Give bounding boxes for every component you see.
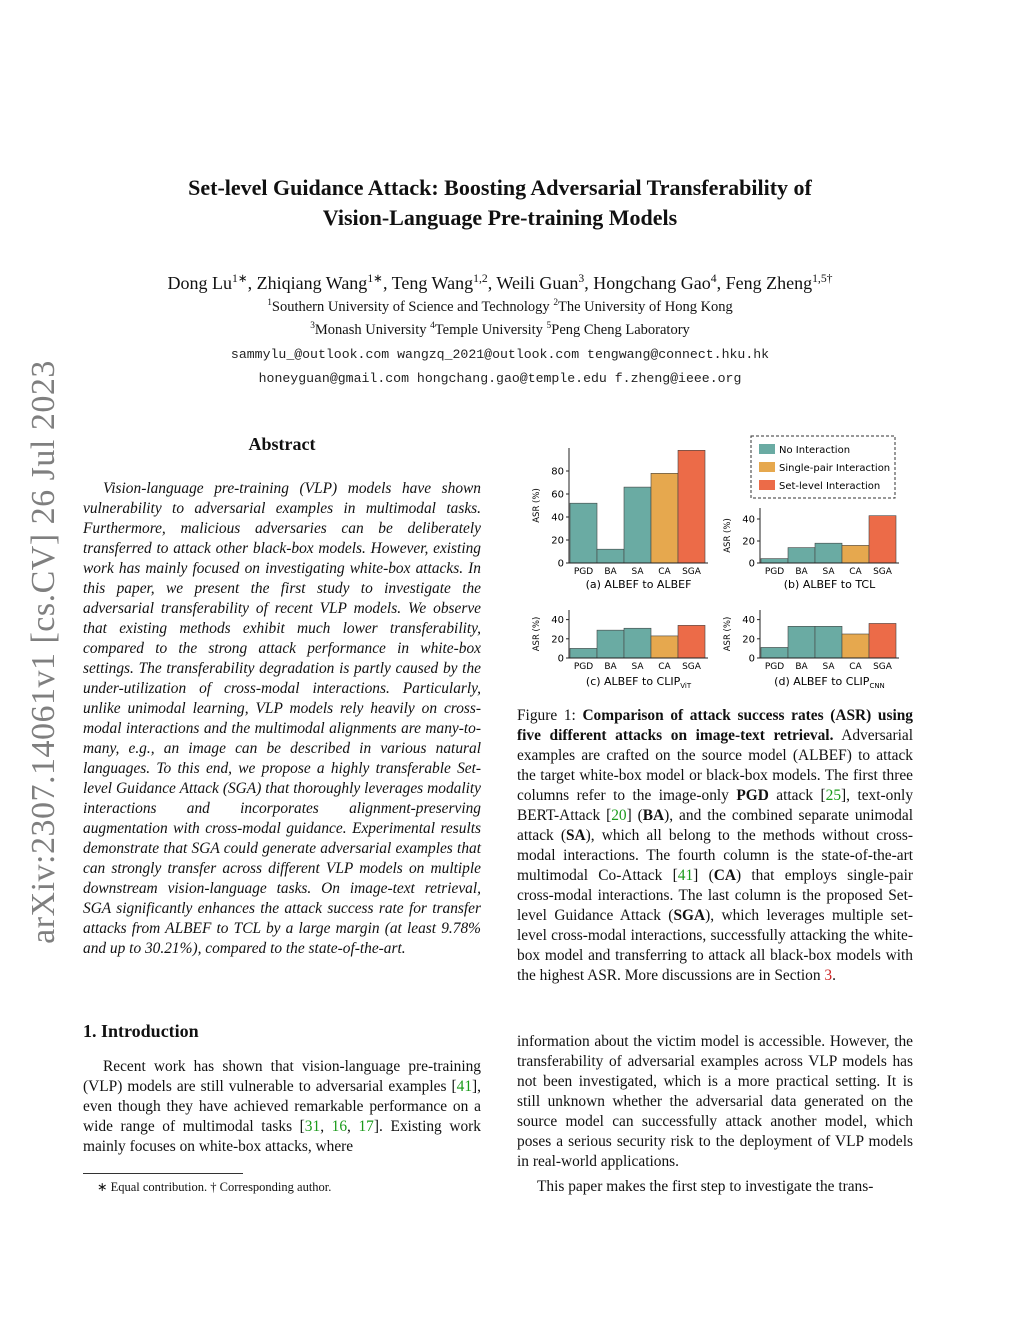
y-tick-label: 20 [742, 536, 755, 548]
citation-link[interactable]: 25 [825, 787, 842, 804]
affiliation: Southern University of Science and Technology [271, 298, 550, 315]
x-tick-label: PGD [764, 567, 785, 577]
citation-link[interactable]: 41 [456, 1078, 473, 1095]
author-mark: 4 [710, 272, 717, 285]
x-tick-label: BA [795, 567, 808, 577]
bar-sga [869, 516, 896, 563]
panel-title [774, 675, 885, 690]
author-mark: 1∗ [231, 272, 248, 285]
figure-caption: Figure 1: Comparison of attack success rates (ASR) using five different attacks on image-text retrieval. Adversarial examples are crafted on the source model (ALBEF) to attack the target white-box model or black-box models. The first three columns refer to the image-only PGD attack [25], text-only BERT-Attack [20] (BA), and the combined separate unimodal attack (SA), which all belong to the methods without cross-modal interactions. The fourth column is the state-of-the-art multimodal Co-Attack [41] (CA) that employs single-pair cross-modal interactions. The last column is the proposed Set-level Guidance Attack (SGA), which leverages multiple set-level cross-modal interactions, successfully attacking the white-box model and transferring to attack all black-box models with the highest ASR. More discussions are in Section 3. [517, 707, 914, 984]
y-tick-label: 80 [551, 466, 564, 478]
email-line-1: sammylu_@outlook.com wangzq_2021@outlook.com tengwang@connect.hku.hk [230, 347, 770, 362]
bar-pgd [570, 503, 597, 563]
author-name: Teng Wang [391, 273, 474, 293]
introduction-paragraph: Recent work has shown that vision-language pre-training (VLP) models are still vulnerable to adversarial examples [41], even though they have achieved remarkable performance on a wide range of multimodal tasks [31, 16, 17]. Existing work mainly focuses on white-box attacks, where [83, 1058, 481, 1155]
email-line-2: honeyguan@gmail.com hongchang.gao@temple.edu f.zheng@ieee.org [258, 371, 742, 386]
bar-ba [788, 548, 815, 563]
affiliation: Monash University [314, 321, 427, 338]
author-name: Dong Lu [167, 273, 232, 293]
y-tick-label: 40 [551, 615, 564, 627]
y-tick-label: 0 [557, 558, 564, 570]
bar-ba [597, 630, 624, 658]
bar-pgd [761, 647, 788, 658]
bar-sga [869, 623, 896, 658]
panel-title-subscript: ViT [680, 682, 692, 690]
panel-title: (b) ALBEF to TCL [783, 578, 876, 591]
x-tick-label: BA [604, 567, 617, 577]
x-tick-label: BA [604, 662, 617, 672]
legend-swatch-set-level [759, 480, 775, 490]
y-tick-label: 20 [551, 634, 564, 646]
x-tick-label: SA [822, 662, 835, 672]
y-tick-label: 0 [557, 653, 564, 665]
caption-bold-summary: Comparison of attack success rates (ASR) using five different attacks on image-text retrieval. [517, 707, 913, 744]
author-mark: 1,5† [812, 272, 833, 285]
x-tick-label: SA [822, 567, 835, 577]
paper-title-line-1: Set-level Guidance Attack: Boosting Adversarial Transferability of [188, 175, 812, 200]
affiliation-line-2: $^3$Monash University $^4$Temple University $^5$Peng Cheng Laboratory [310, 321, 690, 338]
footnote-divider [83, 1173, 243, 1174]
y-tick-label: 20 [742, 634, 755, 646]
bar-pgd [570, 648, 597, 658]
y-tick-label: 40 [742, 514, 755, 526]
section-link[interactable]: 3 [824, 967, 833, 984]
x-tick-label: SGA [682, 567, 701, 577]
bar-sga [678, 625, 705, 658]
author-list: Dong $Lu^{1∗}$, Zhiqiang Wang$^{1∗}$, Teng Wang$^{1,2}$, Weili Guan$^3$, Hongchang Gao$^4$, Feng Zheng$^{1,5\dagger}$ [167, 272, 833, 293]
x-tick-label: CA [849, 662, 862, 672]
x-tick-label: PGD [764, 662, 785, 672]
introduction-continuation: information about the victim model is accessible. However, the transferability of adversarial examples across VLP models has not been investigated, which is a more practical setting. It is still unknown whether the adversarial data generated on the source model can successfully attack another model, which poses a serious security risk to the deployment of VLP models in real-world applications. [517, 1033, 913, 1170]
affiliation-line-1: $^1$Southern University of Science and Technology $^2$The University of Hong Kong [267, 298, 733, 315]
bar-sa [624, 628, 651, 658]
y-axis-label: ASR (%) [723, 518, 733, 553]
bar-pgd [761, 559, 788, 563]
x-tick-label: SGA [682, 662, 701, 672]
x-tick-label: BA [795, 662, 808, 672]
author-name: Feng Zheng [725, 273, 813, 293]
y-tick-label: 20 [551, 535, 564, 547]
citation-link[interactable]: 41 [677, 867, 694, 884]
x-tick-label: PGD [573, 567, 594, 577]
affiliation: Temple University [434, 321, 543, 338]
y-axis-label: ASR (%) [723, 616, 733, 652]
arxiv-identifier [0, 0, 90, 1325]
x-tick-label: CA [849, 567, 862, 577]
legend-swatch-single-pair [759, 462, 775, 472]
author-mark: 1,2 [473, 272, 488, 285]
y-tick-label: 40 [742, 615, 755, 627]
author-mark: 1∗ [367, 272, 383, 285]
bar-ba [597, 549, 624, 563]
affiliation: The University of Hong Kong [558, 298, 733, 315]
citation-link[interactable]: 20 [611, 807, 627, 824]
x-tick-label: SA [631, 662, 644, 672]
author-name: Zhiqiang Wang [256, 273, 368, 293]
x-tick-label: SA [631, 567, 644, 577]
bar-sa [815, 626, 842, 658]
y-tick-label: 0 [748, 653, 755, 665]
legend-swatch-no-interaction [759, 444, 775, 454]
bar-sa [815, 543, 842, 563]
legend-label-no-interaction: No Interaction [779, 445, 851, 456]
figure-1-chart [517, 430, 917, 700]
y-tick-label: 40 [551, 512, 564, 524]
legend-label-single-pair: Single-pair Interaction [779, 463, 891, 474]
x-tick-label: SGA [873, 662, 892, 672]
author-mark: 3 [578, 272, 585, 285]
introduction-next-paragraph: This paper makes the first step to investigate the trans- [537, 1178, 874, 1195]
legend-label-set-level: Set-level Interaction [779, 481, 881, 492]
bar-ca [842, 634, 869, 658]
panel-title: (a) ALBEF to ALBEF [585, 578, 692, 591]
footnote: ∗ Equal contribution. † Corresponding author. [97, 1180, 332, 1194]
y-tick-label: 0 [748, 558, 755, 570]
y-tick-label: 60 [551, 489, 564, 501]
panel-title-main: (d) ALBEF to CLIP [774, 675, 870, 688]
affiliation: Peng Cheng Laboratory [551, 321, 690, 338]
x-tick-label: CA [658, 567, 671, 577]
citation-link[interactable]: 16 [331, 1118, 348, 1135]
bar-ca [651, 473, 678, 563]
panel-title-main: (c) ALBEF to CLIP [585, 675, 681, 688]
abstract-body: Vision-language pre-training (VLP) models have shown vulnerability to adversarial examples in multimodal tasks. Furthermore, malicious adversaries can be deliberately transferred to attack other black-box models. However, existing work has mainly focused on investigating white-box attacks. In this paper, we present the first study to investigate the adversarial transferability of recent VLP models. We observe that existing methods exhibit much lower transferability, compared to the strong attack performance in white-box settings. The transferability degradation is partly caused by the under-utilization of cross-modal interactions. Particularly, unlike unimodal learning, VLP models rely heavily on cross-modal interactions and the multimodal alignments are many-to-many, e.g., an image can be described in various natural languages. To this end, we propose a highly transferable Set-level Guidance Attack (SGA) that thoroughly leverages modality interactions and incorporates alignment-preserving augmentation with cross-modal guidance. Experimental results demonstrate that SGA could generate adversarial examples that can strongly transfer across different VLP models on multiple downstream vision-language tasks. On image-text retrieval, SGA significantly enhances the attack success rate for transfer attacks from ALBEF to TCL by a large margin (at least 9.78% and up to 30.21%), compared to the state-of-the-art. [83, 480, 481, 957]
x-tick-label: SGA [873, 567, 892, 577]
x-tick-label: PGD [573, 662, 594, 672]
citation-link[interactable]: 17 [358, 1118, 374, 1135]
x-tick-label: CA [658, 662, 671, 672]
author-name: Hongchang Gao [593, 273, 711, 293]
paper-title-line-2: Vision-Language Pre-training Models [322, 205, 678, 230]
panel-title-subscript: CNN [869, 682, 885, 690]
bar-sa [624, 487, 651, 563]
y-axis-label: ASR (%) [532, 616, 542, 652]
chart-legend [751, 436, 895, 498]
panel-title [586, 675, 692, 690]
citation-link[interactable]: 31 [304, 1118, 321, 1135]
abstract-heading: Abstract [248, 434, 316, 454]
y-axis-label: ASR (%) [532, 488, 542, 523]
introduction-heading: 1. Introduction [83, 1021, 199, 1041]
bar-sga [678, 450, 705, 563]
bar-ca [842, 545, 869, 563]
bar-ca [651, 636, 678, 658]
bar-ba [788, 626, 815, 658]
author-name: Weili Guan [496, 273, 579, 293]
arxiv-identifier-text: arXiv:2307.14061v1 [cs.CV] 26 Jul 2023 [25, 360, 62, 944]
